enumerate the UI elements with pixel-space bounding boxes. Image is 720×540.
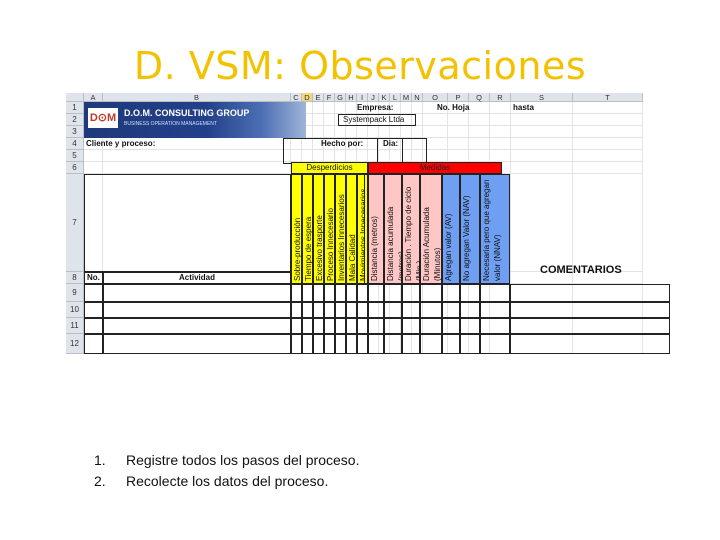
grid-cell [573,126,643,138]
data-row-measure-cell [460,302,480,318]
data-row-check-cell [302,284,313,302]
grid-cell [490,126,511,138]
column-header-i: I [357,93,368,102]
grid-cell [103,162,291,174]
value-column-header: Necesaria pero que agregan valor (NNAV) [480,174,510,284]
grid-cell [573,174,643,272]
data-row-measure-cell [480,284,510,302]
column-header-e: E [313,93,324,102]
data-row-measure-cell [420,302,442,318]
data-row-measure-cell [402,318,420,334]
column-header-n: N [412,93,423,102]
company-logo [84,102,306,138]
grid-cell [573,150,643,162]
instruction-item [94,471,359,492]
data-row-measure-cell [420,334,442,354]
select-all-corner [66,93,84,102]
data-row-check-cell [335,302,346,318]
empresa-label: Empresa: [357,103,394,112]
data-row-check-cell [313,302,324,318]
grid-cell [511,126,573,138]
grid-cell [490,138,511,150]
grid-cell [573,162,643,174]
measure-column-header: Distancia acumulada [384,174,402,284]
grid-cell [511,114,573,126]
data-row-no-cell [84,318,103,334]
data-row-check-cell [302,302,313,318]
waste-column-header: Excesivo trasporte [313,174,324,284]
data-row-check-cell [291,302,302,318]
data-row-measure-cell [368,318,384,334]
cliente-proceso-label: Cliente y proceso: [86,139,156,148]
actividad-column-header: Actividad [103,272,291,284]
column-header-d: D [302,93,313,102]
measure-column-header: Distancia (metros) [368,174,384,284]
data-row-check-cell [346,318,357,334]
grid-cell [412,126,423,138]
data-row-check-cell [357,284,368,302]
grid-cell [469,114,490,126]
data-row-measure-cell [402,284,420,302]
actividad-header-block [84,174,291,272]
waste-column-header: Mala Calidad [346,174,357,284]
grid-cell [346,102,357,114]
waste-column-header: Inventarios Innecesarios [335,174,346,284]
slide-title: D. VSM: Observaciones [133,44,587,88]
data-row-check-cell [291,284,302,302]
grid-cell [401,126,412,138]
grid-cell [511,162,573,174]
grid-cell [448,126,469,138]
hasta-label: hasta [513,103,534,112]
data-row-measure-cell [384,334,402,354]
column-header-c: C [291,93,302,102]
grid-cell [573,138,643,150]
row-header-4: 4 [66,138,84,150]
spreadsheet-image [66,93,710,385]
data-row-check-cell [291,334,302,354]
grid-cell [313,102,324,114]
data-row-measure-cell [460,284,480,302]
instruction-item [94,450,359,471]
logo-icon: D⊙M [88,108,118,128]
grid-cell [469,126,490,138]
column-header-l: L [390,93,401,102]
data-row-activity-cell [103,302,291,318]
data-row-no-cell [84,334,103,354]
data-row-check-cell [302,318,313,334]
row-header-11: 11 [66,318,84,334]
data-row-check-cell [313,284,324,302]
grid-cell [511,150,573,162]
grid-cell [511,174,573,272]
data-row-measure-cell [384,318,402,334]
data-row-measure-cell [402,334,420,354]
data-row-check-cell [335,334,346,354]
data-row-measure-cell [442,302,460,318]
instruction-number: 1. [94,452,106,468]
data-row-check-cell [291,318,302,334]
data-row-comment-cell [510,284,670,302]
row-header-1: 1 [66,102,84,114]
column-header-m: M [401,93,412,102]
data-row-check-cell [346,334,357,354]
column-header-h: H [346,93,357,102]
grid-cell [324,126,335,138]
data-row-check-cell [313,334,324,354]
data-row-measure-cell [368,284,384,302]
data-row-check-cell [335,284,346,302]
data-row-comment-cell [510,302,670,318]
no-hoja-label: No. Hoja [437,103,470,112]
data-row-measure-cell [368,302,384,318]
data-row-measure-cell [460,334,480,354]
data-row-measure-cell [480,318,510,334]
column-header-o: O [423,93,448,102]
data-row-measure-cell [442,284,460,302]
data-row-check-cell [324,318,335,334]
column-header-b: B [103,93,291,102]
row-header-9: 9 [66,284,84,302]
row-header-6: 6 [66,162,84,174]
empresa-value-field: Systempack Ltda [338,114,416,126]
medidas-header: Medidas [368,162,502,174]
instruction-number: 2. [94,473,106,489]
data-row-check-cell [313,318,324,334]
data-row-comment-cell [510,318,670,334]
data-row-activity-cell [103,334,291,354]
comentarios-header: COMENTARIOS [540,264,622,276]
waste-column-header: Proceso Innecesario [324,174,335,284]
measure-column-header: Duración . Tiempo de ciclo [402,174,420,284]
column-header-r: R [490,93,511,102]
grid-cell [368,126,379,138]
data-row-measure-cell [480,334,510,354]
data-row-measure-cell [442,334,460,354]
grid-cell [379,126,390,138]
column-header-k: K [379,93,390,102]
data-row-check-cell [324,302,335,318]
column-header-t: T [573,93,643,102]
waste-column-header: Sobre-producción [291,174,302,284]
hecho-por-label: Hecho por: [321,139,364,148]
data-row-check-cell [357,334,368,354]
data-row-measure-cell [460,318,480,334]
grid-cell [335,102,346,114]
row-header-8: 8 [66,272,84,284]
desperdicios-header: Desperdicios [291,162,368,174]
grid-cell [490,114,511,126]
data-row-comment-cell [510,334,670,354]
data-row-check-cell [346,284,357,302]
grid-cell [448,114,469,126]
column-header-a: A [84,93,103,102]
grid-cell [469,150,490,162]
column-header-g: G [335,93,346,102]
column-header-q: Q [469,93,490,102]
data-row-activity-cell [103,284,291,302]
grid-cell [335,126,346,138]
data-row-measure-cell [368,334,384,354]
data-row-check-cell [324,334,335,354]
data-row-no-cell [84,284,103,302]
grid-cell [346,126,357,138]
data-row-measure-cell [442,318,460,334]
data-row-measure-cell [480,302,510,318]
grid-cell [324,114,335,126]
column-header-s: S [511,93,573,102]
dia-label: Dia: [383,139,399,148]
data-row-check-cell [346,302,357,318]
no-column-header: No. [84,272,103,284]
grid-cell [469,138,490,150]
instruction-text: Recolecte los datos del proceso. [126,473,329,489]
row-header-2: 2 [66,114,84,126]
grid-cell [573,114,643,126]
column-header-p: P [448,93,469,102]
grid-cell [573,102,643,114]
data-row-activity-cell [103,318,291,334]
grid-cell [490,102,511,114]
grid-cell [357,126,368,138]
grid-cell [84,150,103,162]
value-column-header: No agregan Valor (NAV) [460,174,480,284]
data-row-no-cell [84,302,103,318]
grid-cell [423,114,448,126]
data-row-measure-cell [420,284,442,302]
row-header-12: 12 [66,334,84,354]
logo-text: D.O.M. CONSULTING GROUP [124,108,250,118]
row-header-5: 5 [66,150,84,162]
data-row-measure-cell [384,284,402,302]
row-header-7: 7 [66,174,84,272]
grid-cell [324,102,335,114]
instruction-text: Registre todos los pasos del proceso. [126,452,360,468]
measure-column-header: Duración Acumulada (Minutos) [420,174,442,284]
grid-cell [84,162,103,174]
value-column-header: Agregan valor (AV) [442,174,460,284]
grid-cell [423,126,448,138]
data-row-measure-cell [384,302,402,318]
grid-cell [313,126,324,138]
logo-subtitle: BUSINESS OPERATION MANAGEMENT [124,121,217,127]
instruction-list [94,450,359,492]
data-row-check-cell [302,334,313,354]
waste-column-header: Tiempo de espera [302,174,313,284]
grid-cell [313,114,324,126]
column-header-f: F [324,93,335,102]
data-row-check-cell [335,318,346,334]
grid-cell [490,150,511,162]
grid-cell [448,138,469,150]
row-header-3: 3 [66,126,84,138]
row-header-10: 10 [66,302,84,318]
grid-cell [390,126,401,138]
data-row-check-cell [357,302,368,318]
data-row-check-cell [357,318,368,334]
data-row-measure-cell [402,302,420,318]
column-header-j: J [368,93,379,102]
grid-cell [511,138,573,150]
data-row-measure-cell [420,318,442,334]
grid-cell [103,150,291,162]
grid-cell [448,150,469,162]
data-row-check-cell [324,284,335,302]
